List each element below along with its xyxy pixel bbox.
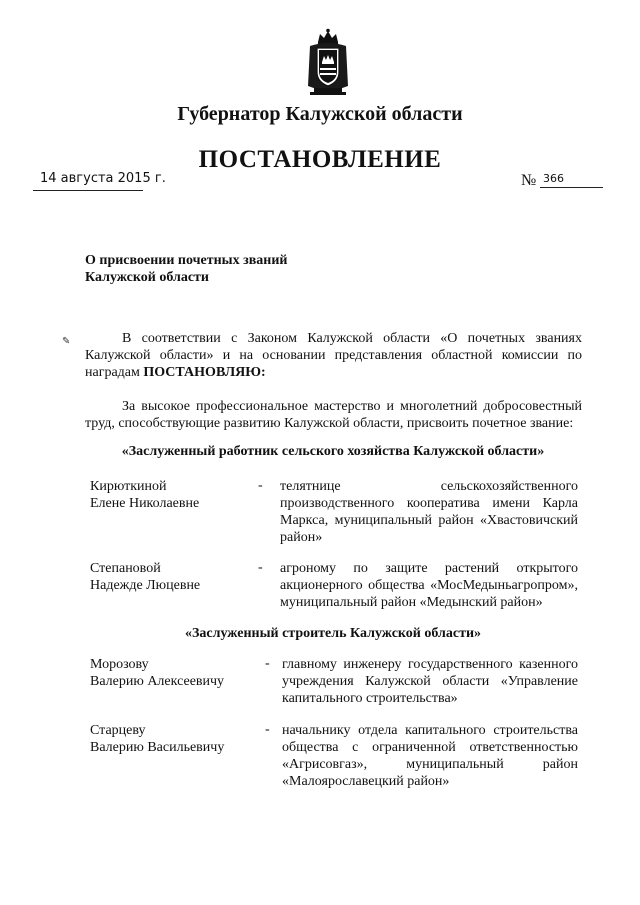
subject-line-1: О присвоении почетных званий bbox=[85, 253, 288, 268]
awardee-name bbox=[90, 478, 199, 512]
intro-paragraph: За высокое профессиональное мастерство и многолетний добросовестный труд, способствующие развитию Калужской области, присвоить почетное звание: bbox=[85, 399, 582, 431]
section-title-construction: «Заслуженный строитель Калужской области» bbox=[184, 626, 482, 641]
preamble-text: В соответствии с Законом Калужской области «О почетных званиях Калужской области» и на основании представления областной комиссии по наградам bbox=[85, 331, 582, 380]
dash-separator: - bbox=[265, 656, 270, 671]
awardee-description: начальнику отдела капитального строительства общества с ограниченной ответственностью «Агрисовгаз», муниципальный район «Малоярославецкий район» bbox=[282, 723, 578, 789]
awardee-description: телятнице сельскохозяйственного производственного кооператива имени Карла Маркса, муниципальный район «Хвастовичский район» bbox=[280, 479, 578, 545]
date-underline bbox=[33, 190, 143, 191]
awardee-given-names: Надежде Люцевне bbox=[90, 578, 201, 593]
preamble-paragraph bbox=[85, 330, 582, 381]
dash-separator: - bbox=[265, 722, 270, 737]
resolution-keyword: ПОСТАНОВЛЯЮ: bbox=[143, 365, 266, 380]
awardee-name bbox=[90, 560, 200, 594]
margin-mark: ✎ bbox=[62, 336, 71, 347]
awardee-name bbox=[90, 722, 224, 756]
kaluga-coat-of-arms-icon bbox=[300, 28, 356, 96]
document-type-title: ПОСТАНОВЛЕНИЕ bbox=[198, 146, 442, 173]
dash-separator: - bbox=[258, 560, 263, 575]
number-underline bbox=[540, 187, 603, 188]
subject-line-2: Калужской области bbox=[85, 270, 209, 285]
awardee-given-names: Елене Николаевне bbox=[90, 496, 200, 511]
issuing-authority: Губернатор Калужской области bbox=[177, 103, 463, 125]
document-date: 14 августа 2015 г. bbox=[40, 171, 166, 186]
awardee-description: агроному по защите растений открытого акционерного общества «МосМедыньагропром», муниципальный район «Медынский район» bbox=[280, 561, 578, 610]
document-number: 366 bbox=[543, 172, 564, 185]
awardee-surname: Морозову bbox=[90, 657, 149, 672]
awardee-name bbox=[90, 656, 224, 690]
document-subject bbox=[85, 252, 287, 286]
awardee-surname: Степановой bbox=[90, 561, 161, 576]
awardee-description: главному инженеру государственного казенного учреждения Калужской области «Управление капитального строительства» bbox=[282, 657, 578, 706]
awardee-given-names: Валерию Васильевичу bbox=[90, 740, 225, 755]
document-number-label: № bbox=[521, 172, 537, 189]
dash-separator: - bbox=[258, 478, 263, 493]
awardee-surname: Старцеву bbox=[90, 723, 146, 738]
awardee-surname: Кирюткиной bbox=[90, 479, 167, 494]
awardee-given-names: Валерию Алексеевичу bbox=[90, 674, 225, 689]
section-title-agriculture: «Заслуженный работник сельского хозяйства Калужской области» bbox=[121, 444, 545, 459]
